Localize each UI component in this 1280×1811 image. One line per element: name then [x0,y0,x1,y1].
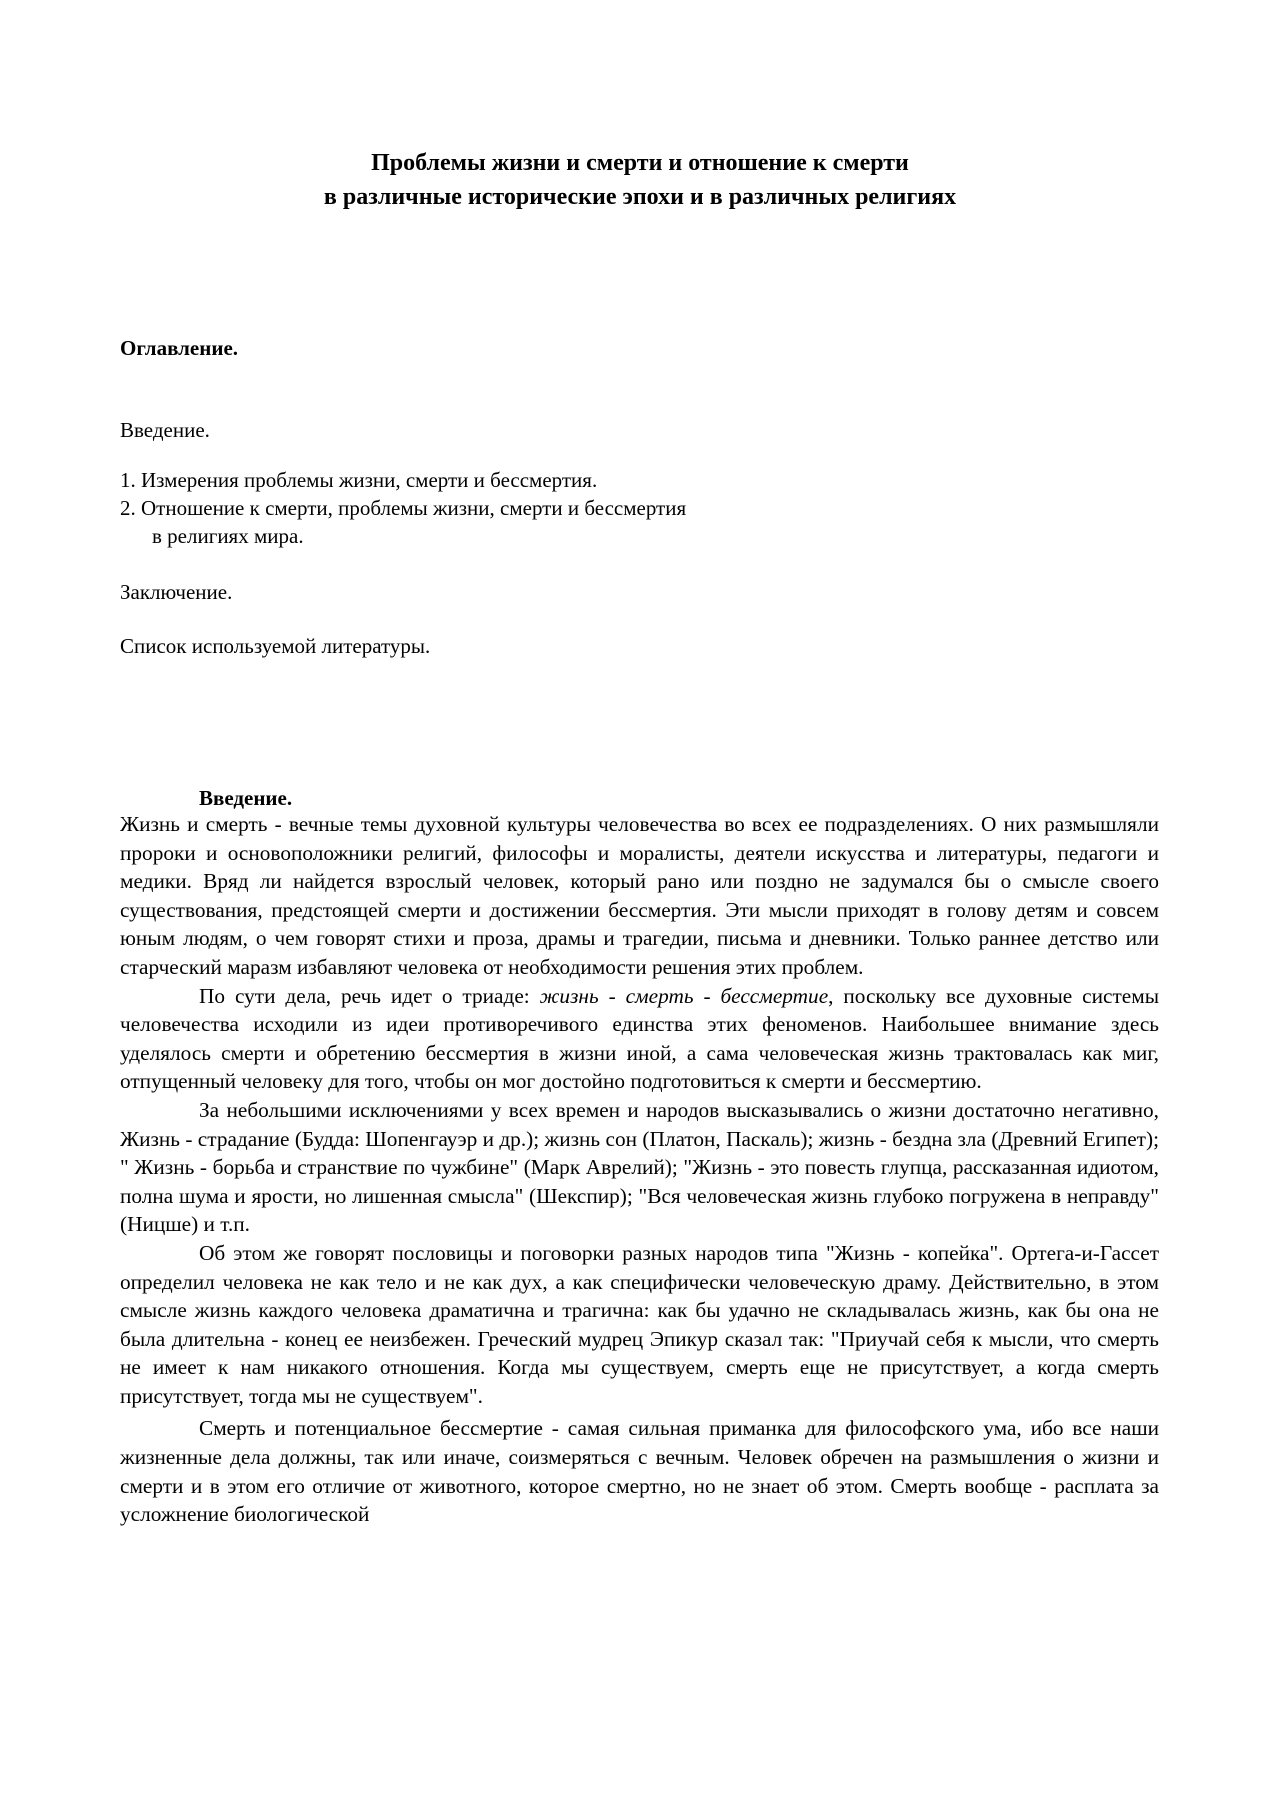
toc-item-introduction: Введение. [120,418,210,442]
toc-heading: Оглавление. [120,336,239,360]
title-line-1: Проблемы жизни и смерти и отношение к смерти [371,150,909,176]
paragraph-1: Жизнь и смерть - вечные темы духовной культуры человечества во всех ее подразделениях. О них размышляли пророки и основоположники религий, философы и моралисты, деятели искусства и литературы, педагоги и медики. Вряд ли найдется взрослый человек, который рано или поздно не задумался бы о смысле своего существования, предстоящей смерти и достижении бессмертия. Эти мысли приходят в голову детям и совсем юным людям, о чем говорят стихи и проза, драмы и трагедии, письма и дневники. Только раннее детство или старческий маразм избавляют человека от необходимости решения этих проблем. [120,812,1159,979]
paragraph-2 [120,982,1159,1096]
introduction-heading: Введение. [199,786,293,810]
toc-item-conclusion: Заключение. [120,580,233,604]
introduction-body [120,810,1159,1529]
paragraph-5: Смерть и потенциальное бессмертие - самая сильная приманка для философского ума, ибо все наши жизненные дела должны, так или иначе, соизмеряться с вечным. Человек обречен на размышления о жизни и смерти и в этом его отличие от животного, которое смертно, но не знает об этом. Смерть вообще - расплата за усложнение биологической [120,1416,1159,1527]
title-line-2: в различные исторические эпохи и в различных религиях [323,184,957,210]
document-title [120,146,1160,214]
toc-item-2: 2. Отношение к смерти, проблемы жизни, смерти и бессмертия [120,496,687,520]
triad-emphasis: жизнь - смерть - бессмертие [539,983,829,1008]
paragraph-3: За небольшими исключениями у всех времен и народов высказывались о жизни достаточно негативно, Жизнь - страдание (Будда: Шопенгауэр и др.); жизнь сон (Платон, Паскаль); жизнь - бездна зла (Древний Египет); " Жизнь - борьба и странствие по чужбине" (Марк Аврелий); "Жизнь - это повесть глупца, рассказанная идиотом, полна шума и ярости, но лишенная смысла" (Шекспир); "Вся человеческая жизнь глубоко погружена в неправду" (Ницше) и т.п. [120,1097,1159,1237]
paragraph-4: Об этом же говорят пословицы и поговорки разных народов типа "Жизнь - копейка". Ортега-и-Гассет определил человека не как тело и не как дух, а как специфически человеческую драму. Действительно, в этом смысле жизнь каждого человека драматична и трагична: как бы удачно не складывалась жизнь, как бы она не была длительна - конец ее неизбежен. Греческий мудрец Эпикур сказал так: "Приучай себя к мысли, что смерть не имеет к нам никакого отношения. Когда мы существуем, смерть еще не присутствует, а когда смерть присутствует, тогда мы не существуем". [120,1240,1159,1408]
toc-item-bibliography: Список используемой литературы. [120,634,431,658]
toc-item-2-continuation: в религиях мира. [152,524,304,548]
toc-item-1: 1. Измерения проблемы жизни, смерти и бессмертия. [120,468,598,492]
paragraph-2-end: , поскольку все духовные системы человечества исходили из идеи противоречивого единства этих феноменов. Наибольшее внимание здесь уделялось смерти и обретению бессмертия в жизни иной, а сама человеческая жизнь трактовалась как миг, отпущенный человеку для того, чтобы он мог достойно подготовиться к смерти и бессмертию. [120,983,1160,1094]
paragraph-2-start: По сути дела, речь идет о триаде: [199,983,540,1008]
